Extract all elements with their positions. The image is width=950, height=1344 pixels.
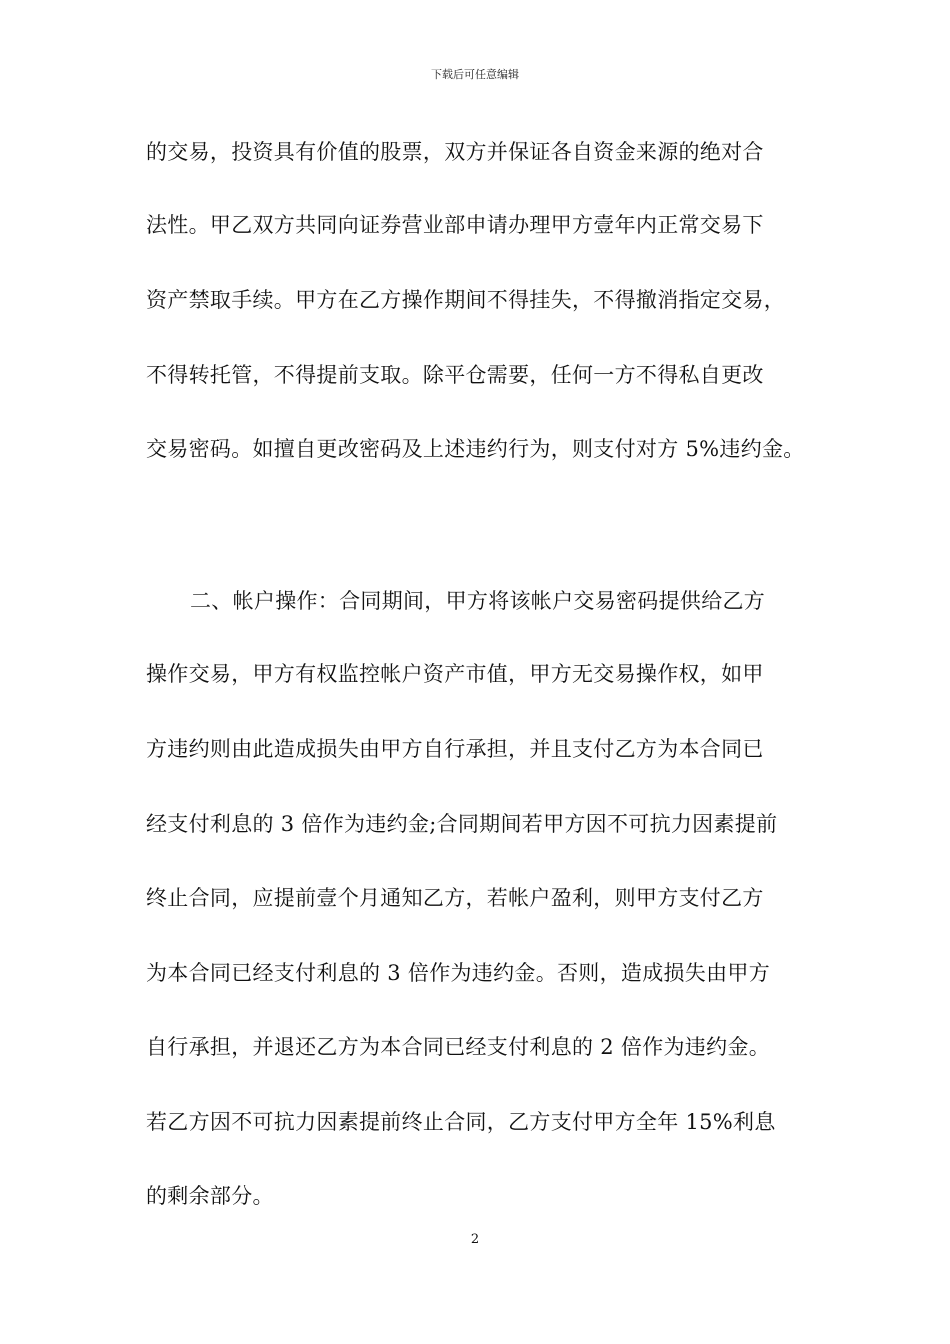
paragraph-line: 不得转托管，不得提前支取。除平仓需要，任何一方不得私自更改 [146,363,764,387]
paragraph-line: 终止合同，应提前壹个月通知乙方，若帐户盈利，则甲方支付乙方 [146,886,764,910]
paragraph-line: 法性。甲乙双方共同向证券营业部申请办理甲方壹年内正常交易下 [146,213,764,237]
paragraph-line: 方违约则由此造成损失由甲方自行承担，并且支付乙方为本合同已 [146,737,764,761]
paragraph-line: 若乙方因不可抗力因素提前终止合同，乙方支付甲方全年 15%利息 [146,1110,776,1134]
page-header-note: 下载后可任意编辑 [431,68,519,81]
paragraph-line: 二、帐户操作：合同期间，甲方将该帐户交易密码提供给乙方 [190,589,766,613]
paragraph-line: 的剩余部分。 [146,1184,274,1208]
paragraph-line: 交易密码。如擅自更改密码及上述违约行为，则支付对方 5%违约金。 [146,437,805,461]
paragraph-line: 资产禁取手续。甲方在乙方操作期间不得挂失，不得撤消指定交易， [146,288,785,312]
paragraph-line: 为本合同已经支付利息的 3 倍作为违约金。否则，造成损失由甲方 [146,961,771,985]
paragraph-line: 自行承担，并退还乙方为本合同已经支付利息的 2 倍作为违约金。 [146,1035,771,1059]
paragraph-line: 的交易，投资具有价值的股票，双方并保证各自资金来源的绝对合 [146,140,764,164]
page-number: 2 [470,1232,480,1247]
paragraph-line: 经支付利息的 3 倍作为违约金;合同期间若甲方因不可抗力因素提前 [146,812,778,836]
paragraph-line: 操作交易，甲方有权监控帐户资产市值，甲方无交易操作权，如甲 [146,662,764,686]
